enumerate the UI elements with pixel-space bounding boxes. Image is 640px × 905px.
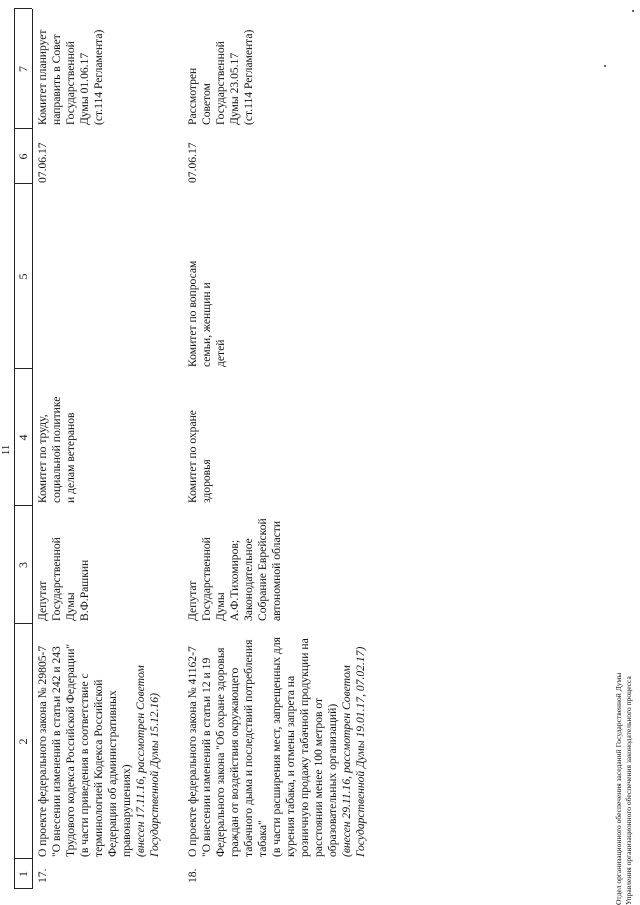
bill-line: О проекте федерального закона № 29805-7 <box>36 645 49 857</box>
decision-line: Государственной <box>64 41 77 125</box>
decision-line: Думы 01.06.17 <box>78 52 91 125</box>
co-executor-committee <box>186 261 228 367</box>
column-header: 5 <box>16 273 30 280</box>
bill-line: табака" <box>256 820 269 857</box>
committee-line: Комитет по труду, <box>36 414 49 503</box>
decision-line: Рассмотрен <box>186 67 199 125</box>
co-committee-line: семьи, женщин и <box>200 282 213 367</box>
bill-line: (в части расширения мест, запрещенных для <box>270 637 283 857</box>
committee-line: и делам ветеранов <box>64 412 77 503</box>
speck <box>632 10 634 12</box>
row-number: 18. <box>186 868 199 883</box>
column-header: 6 <box>16 153 30 160</box>
co-committee-line: детей <box>214 339 227 367</box>
footer-line: Управления организационного обеспечения законодательного процесса <box>624 676 633 905</box>
decision-line: Советом <box>200 83 213 125</box>
page-number: 11 <box>0 444 12 456</box>
bill-line: расстоянии менее 100 метров от <box>312 697 325 857</box>
decision-line: (ст.114 Регламента) <box>242 29 255 125</box>
bill-line: курения табака, и отмены запрета на <box>284 675 297 857</box>
bill-description <box>36 644 162 857</box>
author-line: В.Ф.Рашкин <box>78 559 91 621</box>
committee-line: здоровья <box>200 459 213 503</box>
decision <box>36 30 106 126</box>
decision-line: Думы 23.05.17 <box>228 52 241 125</box>
author-line: Думы <box>214 592 227 621</box>
committee-line: социальной политике <box>50 396 63 503</box>
author-line: Депутат <box>36 580 49 621</box>
date: 07.06.17 <box>36 142 49 183</box>
author-line: А.Ф.Тихомиров; <box>228 539 241 621</box>
co-committee-line: Комитет по вопросам <box>186 260 199 367</box>
author-line: Думы <box>64 592 77 621</box>
bill-line: Федерации об административных <box>106 690 119 857</box>
bills-table <box>14 9 414 889</box>
column-header: 7 <box>16 66 30 72</box>
bill-author <box>36 537 92 621</box>
bill-line: (внесен 29.11.16, рассмотрен Советом <box>340 665 353 857</box>
author-line: Государственной <box>50 537 63 621</box>
column-header: 1 <box>16 871 30 877</box>
date: 07.06.17 <box>186 142 199 183</box>
header-bottom-border <box>32 9 33 889</box>
row-number: 17. <box>36 868 49 883</box>
bill-line: табачного дыма и последствий потребления <box>242 639 255 857</box>
decision-line: направить в Совет <box>50 34 63 125</box>
author-line: Депутат <box>186 580 199 621</box>
author-line: Государственной <box>200 537 213 621</box>
bill-line: О проекте федерального закона № 41162-7 <box>186 646 199 857</box>
bill-line: "О внесении изменений в статьи 242 и 243 <box>50 646 63 857</box>
bill-line: (внесен 17.11.16, рассмотрен Советом <box>134 665 147 857</box>
author-line: Собрание Еврейской <box>256 518 269 621</box>
bill-line: Федерального закона "Об охране здоровья <box>214 647 227 857</box>
decision-line: Государственной <box>214 41 227 125</box>
bill-line: образовательных организаций) <box>326 703 339 857</box>
bill-author <box>186 518 284 621</box>
bill-line: Государственной Думы 19.01.17, 07.02.17) <box>354 646 367 857</box>
author-line: Законодательное <box>242 538 255 621</box>
decision-line: Комитет планирует <box>36 29 49 125</box>
author-line: автономной области <box>270 520 283 621</box>
bill-line: Государственной Думы 15.12.16) <box>148 693 161 857</box>
bill-line: граждан от воздействия окружающего <box>228 667 241 857</box>
bill-line: Трудового кодекса Российской Федерации" <box>64 643 77 857</box>
column-header: 3 <box>16 562 30 568</box>
committee-line: Комитет по охране <box>186 410 199 503</box>
bill-line: розничную продажу табачной продукции на <box>298 638 311 857</box>
decision-line: (ст.114 Регламента) <box>92 29 105 125</box>
responsible-committee <box>186 410 214 503</box>
speck <box>604 65 606 67</box>
bill-description <box>186 637 368 857</box>
bill-line: правонарушениях) <box>120 764 133 857</box>
column-header: 2 <box>16 738 30 745</box>
bill-line: "О внесении изменений в статьи 12 и 19 <box>200 657 213 857</box>
footer-line: Отдел организационного обеспечения заседаний Государственной Думы <box>614 672 623 905</box>
bill-line: терминологией Кодекса Российской <box>92 679 105 857</box>
bill-line: (в части приведения в соответствие с <box>78 673 91 857</box>
decision <box>186 30 256 125</box>
responsible-committee <box>36 397 78 503</box>
column-header: 4 <box>16 434 30 441</box>
